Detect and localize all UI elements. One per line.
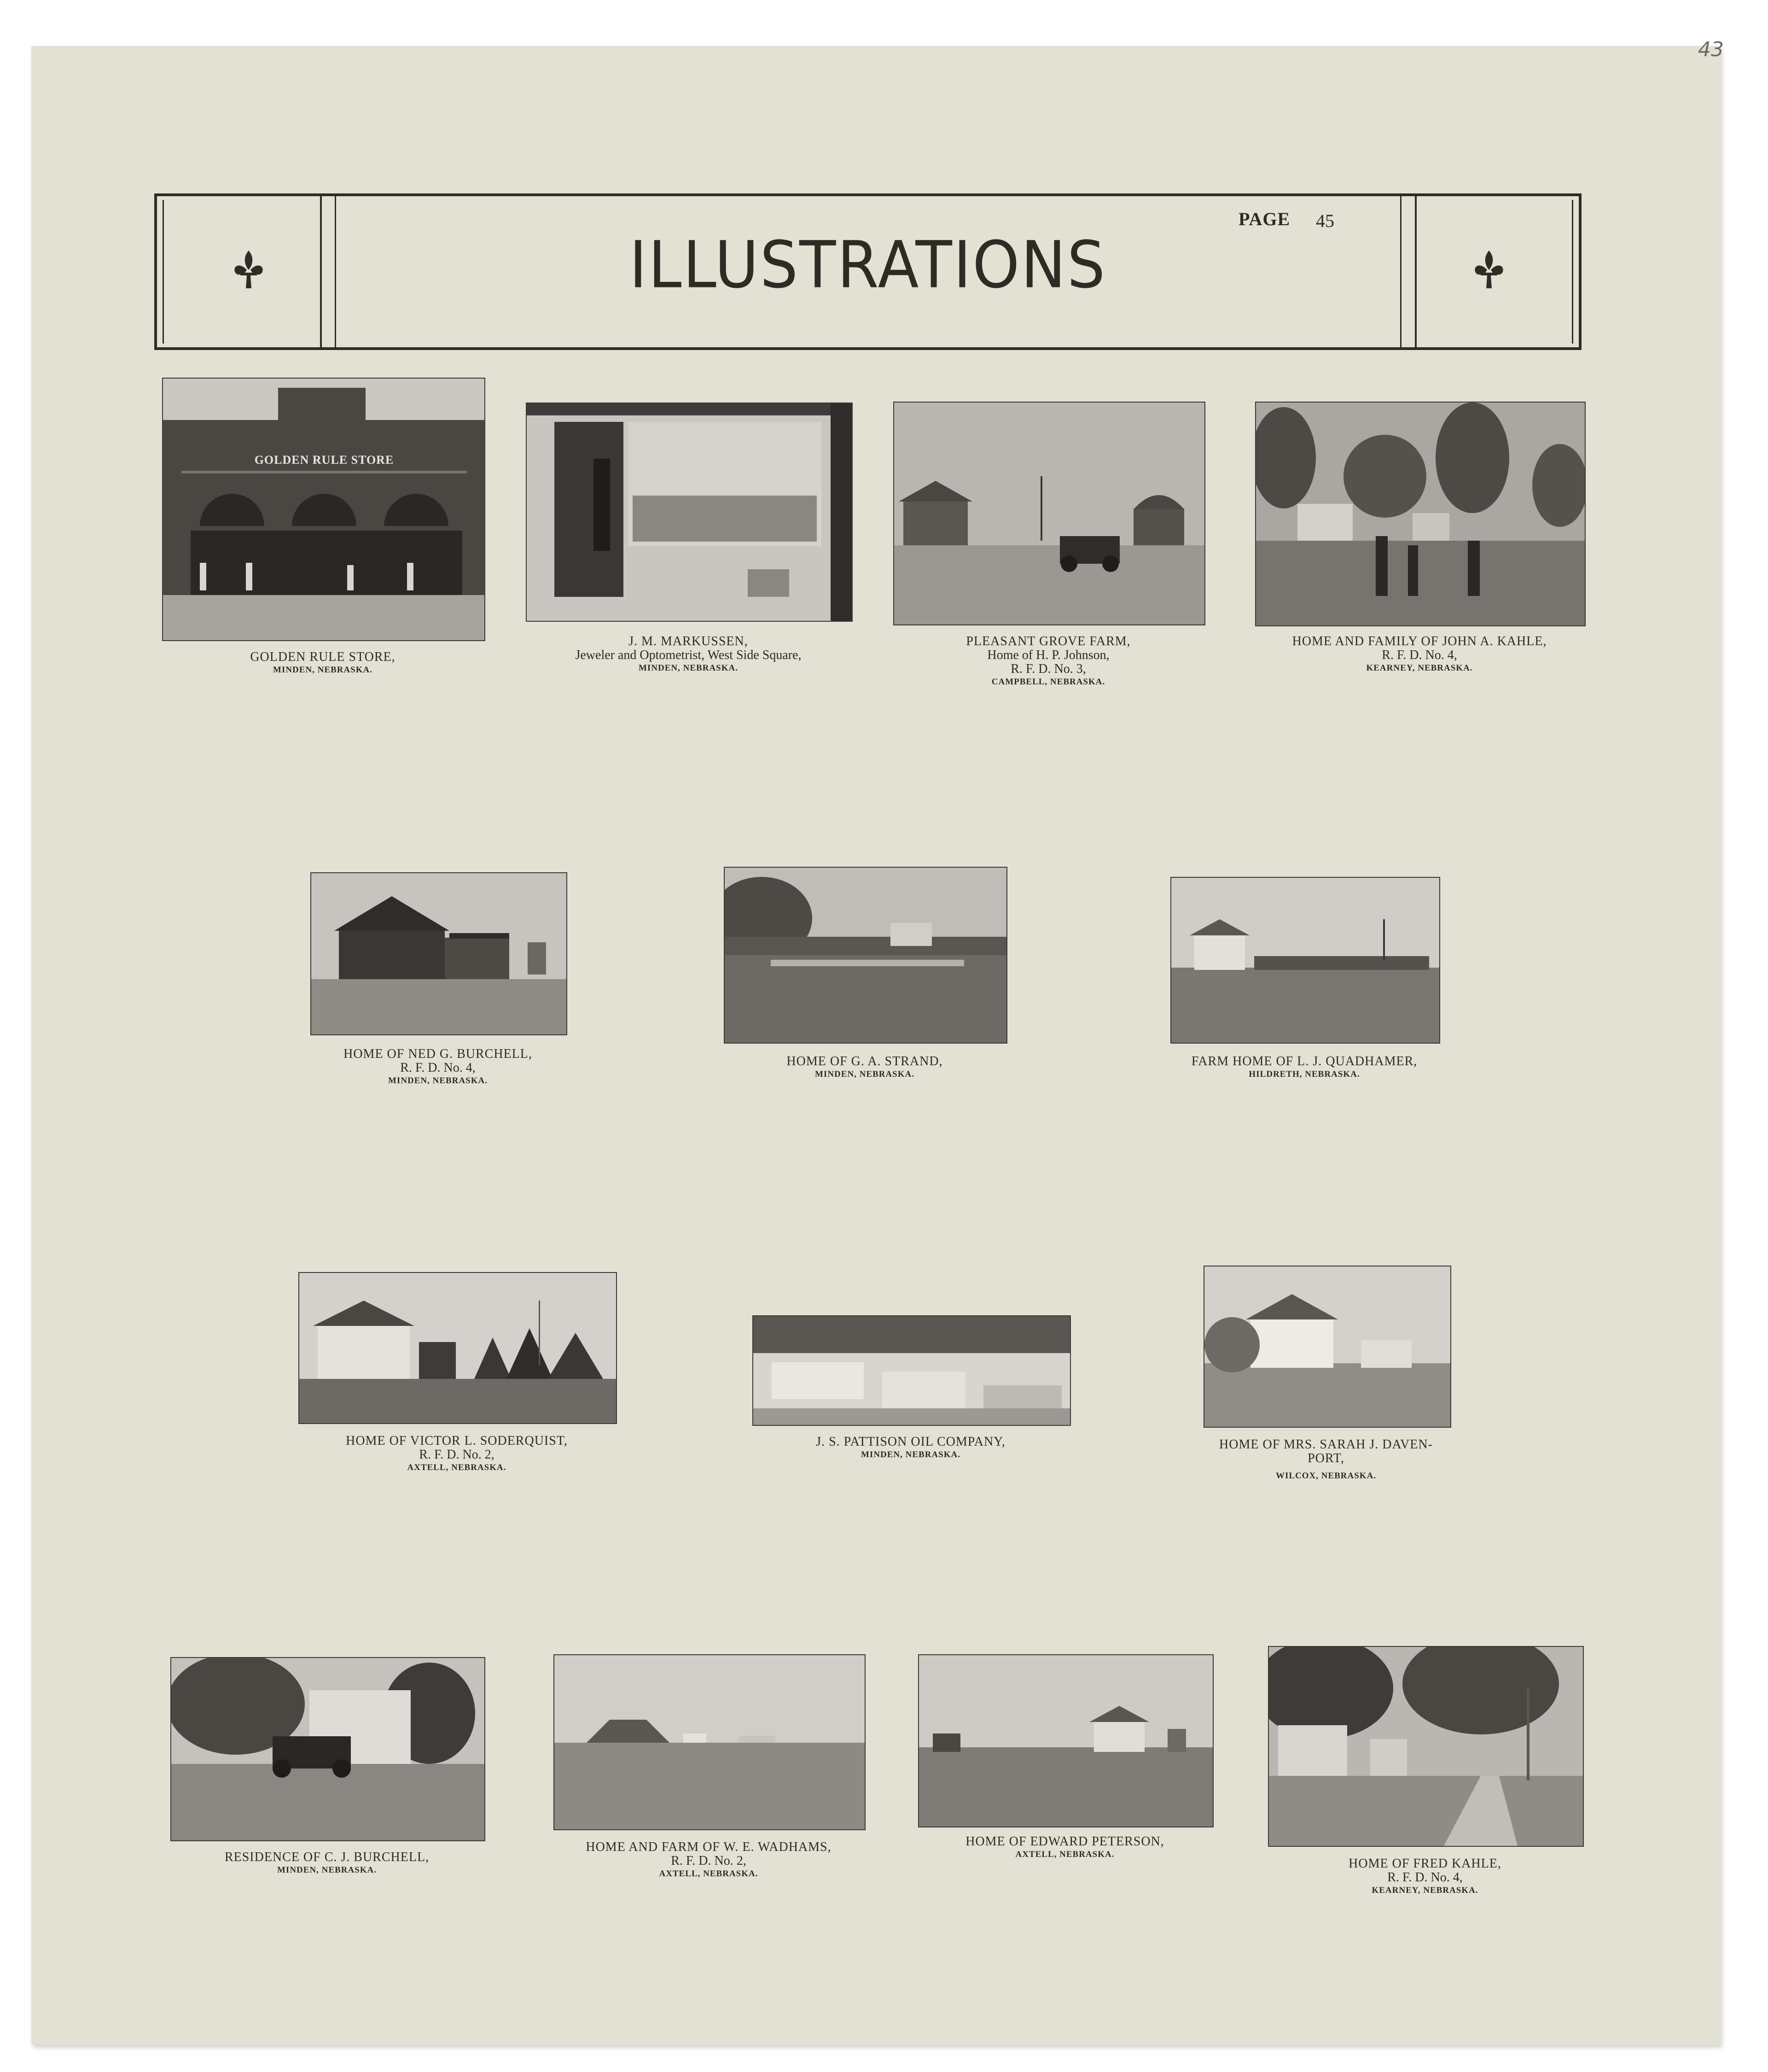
caption-detail: Jeweler and Optometrist, West Side Square, (575, 648, 802, 662)
caption-title: HOME OF VICTOR L. SODERQUIST, (346, 1434, 568, 1448)
caption-title: HOME OF MRS. SARAH J. DAVEN- (1219, 1437, 1433, 1452)
caption-location: MINDEN, NEBRASKA. (388, 1076, 488, 1086)
handwritten-page-number: 43 (1698, 38, 1724, 61)
photo-pattison-oil-company (752, 1315, 1071, 1426)
caption-pattison-oil-company (752, 1435, 1069, 1461)
caption-title: HOME OF FRED KAHLE, (1349, 1856, 1501, 1871)
caption-location: MINDEN, NEBRASKA. (277, 1865, 377, 1875)
caption-location: AXTELL, NEBRASKA. (407, 1463, 506, 1472)
photo-markussen-jeweler (526, 403, 853, 622)
caption-detail: R. F. D. No. 2, (671, 1854, 746, 1868)
photo-strand-home (724, 867, 1007, 1044)
page-label: PAGE (1239, 209, 1291, 229)
photo-edward-peterson-home (918, 1654, 1214, 1827)
caption-soderquist-home (298, 1434, 615, 1474)
caption-title: HOME AND FAMILY OF JOHN A. KAHLE, (1292, 634, 1547, 648)
caption-detail-2: R. F. D. No. 3, (1011, 662, 1086, 676)
store-sign: GOLDEN RULE STORE (254, 453, 394, 467)
fleur-de-lis-right-icon (1471, 249, 1507, 290)
caption-location: KEARNEY, NEBRASKA. (1372, 1885, 1478, 1895)
caption-title: HOME OF G. A. STRAND, (786, 1054, 943, 1068)
photo-fred-kahle-home (1268, 1646, 1584, 1847)
caption-detail: R. F. D. No. 4, (400, 1061, 476, 1075)
photo-wadhams-farm (553, 1654, 866, 1830)
page-number: 45 (1316, 210, 1334, 231)
photo-pleasant-grove-farm (893, 402, 1205, 625)
caption-golden-rule-store (162, 650, 483, 676)
photo-soderquist-home (298, 1272, 617, 1424)
caption-title: J. S. PATTISON OIL COMPANY, (816, 1435, 1006, 1449)
caption-location: MINDEN, NEBRASKA. (273, 665, 372, 675)
caption-cj-burchell-residence (170, 1850, 483, 1876)
caption-location: AXTELL, NEBRASKA. (1015, 1850, 1115, 1859)
caption-wadhams-farm (553, 1840, 864, 1880)
photo-cj-burchell-residence (170, 1657, 485, 1841)
caption-detail: PORT, (1308, 1451, 1344, 1465)
caption-location: AXTELL, NEBRASKA. (659, 1869, 758, 1879)
caption-edward-peterson-home (918, 1835, 1212, 1861)
page-title: ILLUSTRATIONS (629, 227, 1107, 303)
caption-title: FARM HOME OF L. J. QUADHAMER, (1191, 1054, 1418, 1068)
caption-detail: R. F. D. No. 4, (1382, 648, 1457, 662)
photo-golden-rule-store (162, 378, 485, 641)
caption-detail: R. F. D. No. 4, (1387, 1870, 1463, 1885)
caption-title: GOLDEN RULE STORE, (250, 650, 395, 664)
photo-quadhamer-farm (1170, 877, 1440, 1044)
caption-detail: Home of H. P. Johnson, (987, 648, 1110, 662)
caption-quadhamer-farm (1170, 1055, 1438, 1080)
caption-john-kahle-home (1255, 635, 1584, 674)
caption-location: WILCOX, NEBRASKA. (1275, 1471, 1377, 1481)
caption-fred-kahle-home (1268, 1857, 1582, 1897)
caption-location: MINDEN, NEBRASKA. (639, 663, 738, 673)
caption-title: HOME OF EDWARD PETERSON, (965, 1834, 1164, 1849)
fleur-de-lis-left-icon (230, 249, 267, 290)
caption-davenport-home (1179, 1438, 1473, 1482)
caption-title: HOME AND FARM OF W. E. WADHAMS, (586, 1840, 832, 1854)
caption-strand-home (724, 1055, 1006, 1080)
caption-location: HILDRETH, NEBRASKA. (1249, 1069, 1360, 1079)
caption-title: RESIDENCE OF C. J. BURCHELL, (224, 1850, 430, 1864)
caption-location: KEARNEY, NEBRASKA. (1366, 663, 1473, 673)
caption-ned-burchell-home (310, 1047, 565, 1087)
caption-detail: R. F. D. No. 2, (419, 1447, 494, 1462)
caption-title: PLEASANT GROVE FARM, (966, 634, 1131, 648)
photo-ned-burchell-home (310, 872, 567, 1035)
photo-davenport-home (1204, 1266, 1451, 1428)
caption-title: J. M. MARKUSSEN, (628, 634, 748, 648)
caption-pleasant-grove-farm (893, 635, 1204, 688)
caption-location: MINDEN, NEBRASKA. (861, 1450, 960, 1459)
caption-location: MINDEN, NEBRASKA. (815, 1069, 914, 1079)
caption-location: CAMPBELL, NEBRASKA. (991, 677, 1105, 687)
caption-markussen-jeweler (526, 635, 851, 674)
photo-john-kahle-home (1255, 402, 1586, 626)
caption-title: HOME OF NED G. BURCHELL, (343, 1047, 532, 1061)
